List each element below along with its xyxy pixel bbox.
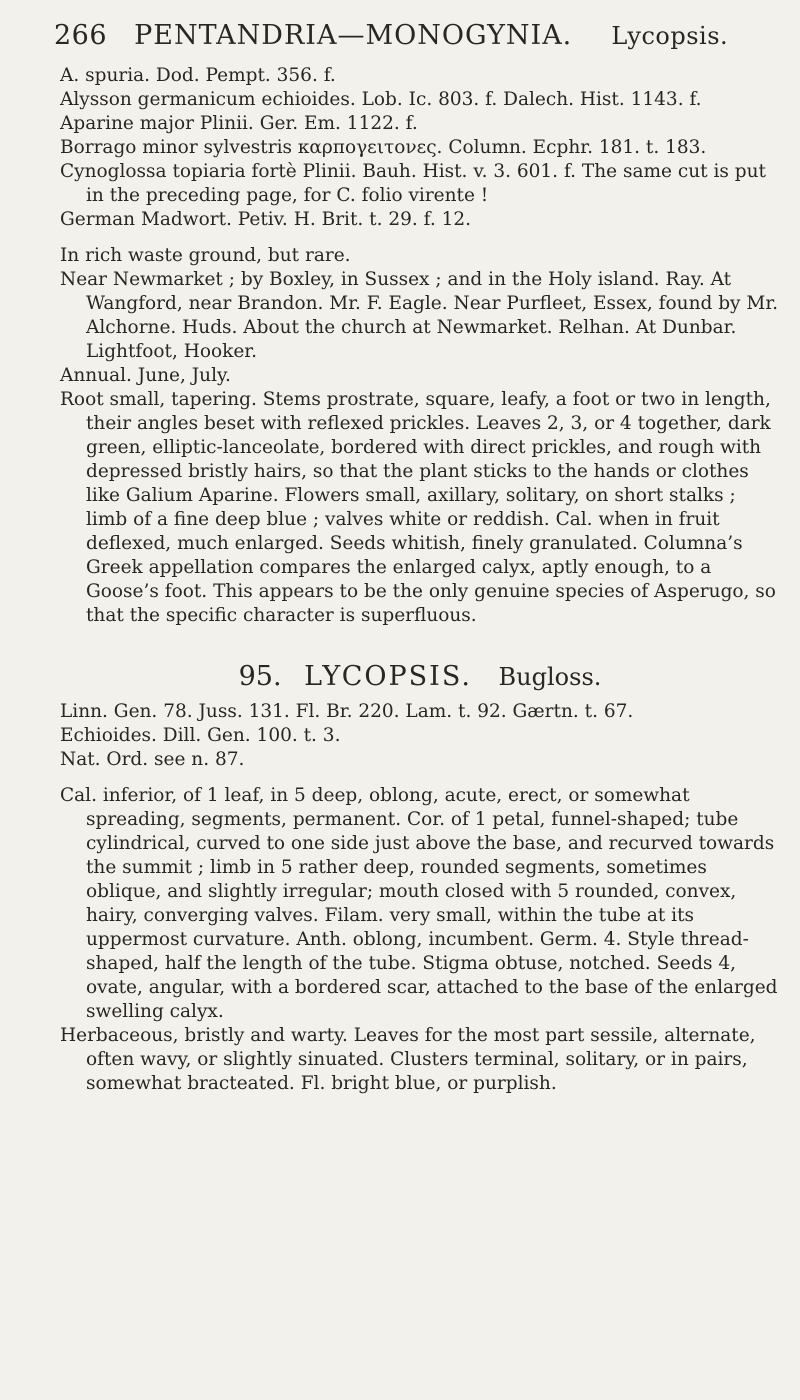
synonym-entry: A. spuria. Dod. Pempt. 356. f. xyxy=(60,65,336,86)
running-genus: Lycopsis. xyxy=(611,22,729,50)
synonym-entry: Alysson germanicum echioides. Lob. Ic. 803. f. Dalech. Hist. 1143. f. xyxy=(60,89,702,110)
page-number: 266 xyxy=(54,20,108,51)
genus-number: 95. xyxy=(238,661,282,692)
flowering-duration: Annual. June, July. xyxy=(60,365,231,386)
genus-references: Linn. Gen. 78. Juss. 131. Fl. Br. 220. Lam. t. 92. Gærtn. t. 67. xyxy=(60,701,634,722)
synonym-entry: Cynoglossa topiaria fortè Plinii. Bauh. Hist. v. 3. 601. f. The same cut is put in the preceding page, for C. folio virente ! xyxy=(60,161,766,206)
genus-heading xyxy=(60,660,780,694)
section-title: PENTANDRIA—MONOGYNIA. xyxy=(134,20,573,51)
genus-synonym: Echioides. Dill. Gen. 100. t. 3. xyxy=(60,725,341,746)
species-description: Root small, tapering. Stems prostrate, square, leafy, a foot or two in length, their angles beset with reflexed prickles. Leaves 2, 3, or 4 together, dark green, elliptic-lanceolate, bordered with direct prickles, and rough with depressed bristly hairs, so that the plant sticks to the hands or clothes like Galium Aparine. Flowers small, axillary, solitary, on short stalks ; limb of a fine deep blue ; valves white or reddish. Cal. when in fruit deflexed, much enlarged. Seeds whitish, finely granulated. Columna’s Greek appellation compares the enlarged calyx, aptly enough, to a Goose’s foot. This appears to be the only genuine species of Asperugo, so that the specific character is superfluous. xyxy=(60,389,776,626)
synonym-entry: Borrago minor sylvestris καρπογειτονες. Column. Ecphr. 181. t. 183. xyxy=(60,137,707,158)
genus-name: LYCOPSIS. xyxy=(304,661,472,692)
habitat-localities: Near Newmarket ; by Boxley, in Sussex ; and in the Holy island. Ray. At Wangford, near Brandon. Mr. F. Eagle. Near Purfleet, Essex, found by Mr. Alchorne. Huds. About the church at Newmarket. Relhan. At Dunbar. Lightfoot, Hooker. xyxy=(60,269,779,362)
page-body xyxy=(60,64,780,1096)
synonym-entry: Aparine major Plinii. Ger. Em. 1122. f. xyxy=(60,113,418,134)
genus-common-name: Bugloss. xyxy=(498,663,602,691)
habitat-intro: In rich waste ground, but rare. xyxy=(60,245,351,266)
generic-habit: Herbaceous, bristly and warty. Leaves for the most part sessile, alternate, often wavy, or slightly sinuated. Clusters terminal, solitary, or in pairs, somewhat bracteated. Fl. bright blue, or purplish. xyxy=(60,1025,756,1094)
generic-character: Cal. inferior, of 1 leaf, in 5 deep, oblong, acute, erect, or somewhat spreading, segments, permanent. Cor. of 1 petal, funnel-shaped; tube cylindrical, curved to one side just above the base, and recurved towards the summit ; limb in 5 rather deep, rounded segments, sometimes oblique, and slightly irregular; mouth closed with 5 rounded, convex, hairy, converging valves. Filam. very small, within the tube at its uppermost curvature. Anth. oblong, incumbent. Germ. 4. Style thread-shaped, half the length of the tube. Stigma obtuse, notched. Seeds 4, ovate, angular, with a bordered scar, attached to the base of the enlarged swelling calyx. xyxy=(60,785,778,1022)
natural-order: Nat. Ord. see n. 87. xyxy=(60,749,245,770)
running-header xyxy=(54,20,760,51)
synonym-entry: German Madwort. Petiv. H. Brit. t. 29. f. 12. xyxy=(60,209,472,230)
